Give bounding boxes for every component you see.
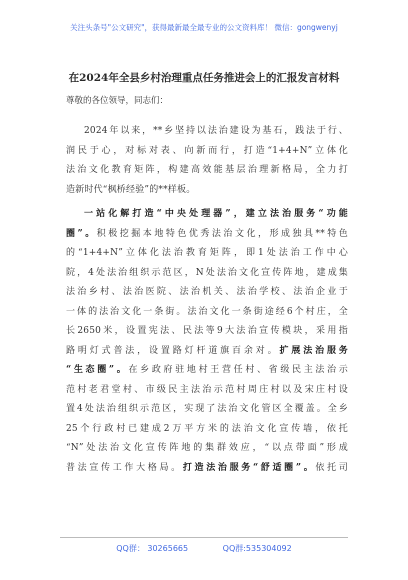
body-line bbox=[66, 420, 348, 440]
body-text: 普法宣传工作大格局。 bbox=[66, 462, 183, 473]
body-text: 润民于心，对标对表、向新而行，打造“1+4+N”立体化 bbox=[66, 145, 348, 156]
bold-heading-text: 打造法治服务“舒适圈”。 bbox=[182, 462, 316, 473]
bold-heading-text: 圈”。 bbox=[66, 228, 97, 239]
body-text: 25个行政村已建成2万平方米的法治文化宣传墙，依托 bbox=[66, 423, 348, 434]
footer-qq-group-2: QQ群:535304092 bbox=[222, 544, 292, 553]
body-line bbox=[66, 181, 348, 201]
body-text: 的“1+4+N”立体化法治教育矩阵，即1处法治工作中心 bbox=[66, 248, 348, 258]
body-line bbox=[66, 142, 348, 162]
body-line bbox=[66, 381, 348, 401]
footer-qq-group-1: QQ群： 30265665 bbox=[116, 544, 189, 553]
body-line bbox=[66, 161, 348, 181]
body-line bbox=[66, 322, 348, 342]
body-text: 在乡政府驻地村王营任村、省级民主法治示 bbox=[128, 365, 348, 375]
document-body bbox=[66, 122, 348, 478]
body-line bbox=[66, 225, 348, 245]
body-text: 一体的法治文化一条街。法治文化一条街途经6个村庄，全 bbox=[66, 306, 348, 317]
bold-heading-text: 一站化解打造“中央处理器”，建立法治服务“功能 bbox=[84, 209, 348, 219]
document-title: 在2024年全县乡村治理重点任务推进会上的汇报发言材料 bbox=[68, 72, 340, 84]
salutation: 尊敬的各位领导，同志们： bbox=[66, 96, 169, 106]
body-text: 院，4处法治组织示范区，N处法治文化宣传阵地，建成集 bbox=[66, 267, 348, 278]
bold-heading-text: 扩展法治服务 bbox=[279, 345, 349, 356]
body-line bbox=[66, 439, 348, 459]
body-text: 置4处法治组织示范区，实现了法治文化管区全覆盖。全乡 bbox=[66, 404, 348, 414]
body-line bbox=[66, 459, 348, 479]
body-text: 积极挖掘本地特色优秀法治文化，形成独具**特色 bbox=[96, 228, 348, 239]
body-text: 2024年以来，**乡坚持以法治建设为基石，践法于行、 bbox=[84, 126, 348, 136]
body-line bbox=[66, 122, 348, 142]
bold-heading-text: “生态圈”。 bbox=[66, 365, 129, 375]
body-text: 依托司 bbox=[315, 462, 348, 473]
body-text: 法治文化教育矩阵，构建高效能基层治理新格局，全力打 bbox=[66, 165, 348, 175]
footer-divider bbox=[60, 537, 348, 538]
footer bbox=[0, 543, 408, 554]
body-text: 长2650米，设置宪法、民法等9大法治宣传模块，采用指 bbox=[66, 326, 348, 336]
body-line bbox=[66, 205, 348, 225]
body-text: “N”处法治文化宣传阵地的集群效应，“以点带面”形成 bbox=[66, 443, 348, 453]
body-text: 造新时代“枫桥经验”的**样板。 bbox=[66, 184, 196, 195]
body-text: 范村老君堂村、市级民主法治示范村周庄村以及宋庄村设 bbox=[66, 384, 348, 395]
body-line bbox=[66, 400, 348, 420]
body-line bbox=[66, 283, 348, 303]
body-line bbox=[66, 342, 348, 362]
body-text: 路明灯式普法，设置路灯杆道旗百余对。 bbox=[66, 345, 280, 356]
body-line bbox=[66, 264, 348, 284]
header-banner: 关注头条号"公文研究"，获得最新最全最专业的公文资料库！ 微信：gongwenyj bbox=[70, 23, 338, 32]
body-line bbox=[66, 361, 348, 381]
body-line bbox=[66, 303, 348, 323]
body-line bbox=[66, 244, 348, 264]
body-text: 法治乡村、法治医院、法治机关、法治学校、法治企业于 bbox=[66, 287, 348, 297]
